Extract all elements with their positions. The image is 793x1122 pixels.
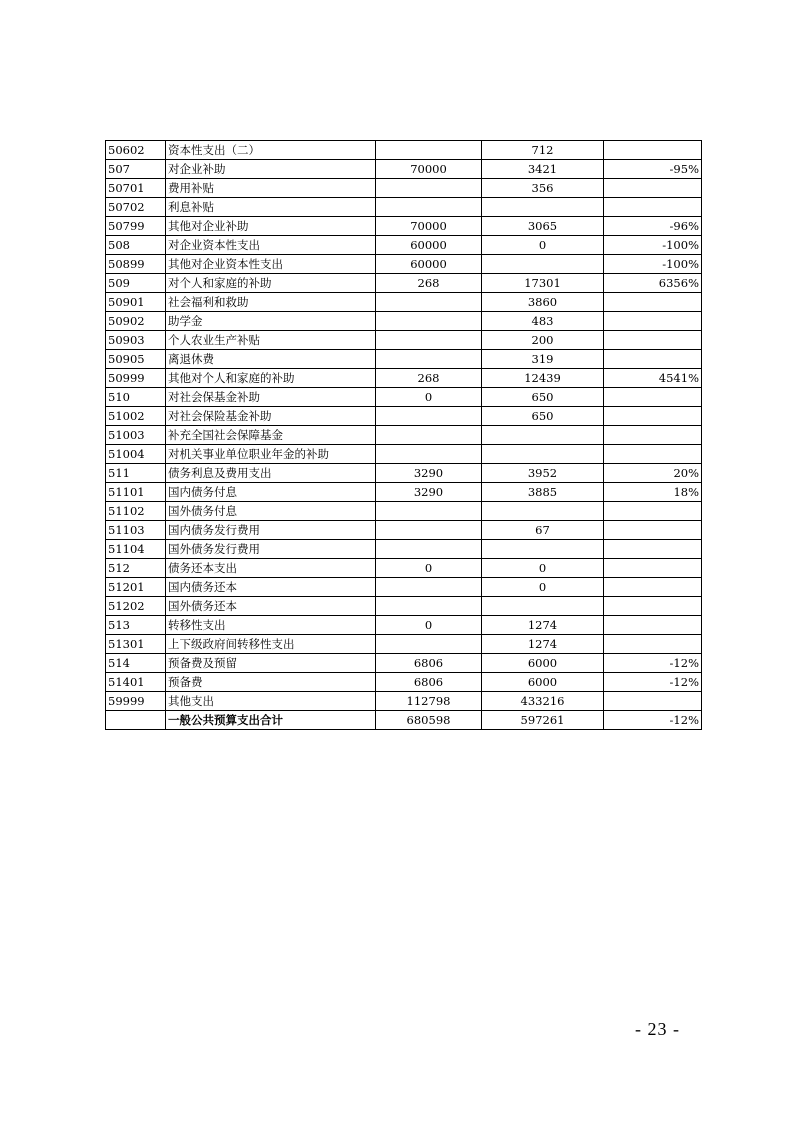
change-percent-cell: 20% bbox=[604, 464, 702, 483]
change-percent-cell bbox=[604, 597, 702, 616]
prior-year-value-cell bbox=[376, 350, 482, 369]
table-row bbox=[106, 293, 702, 312]
table-body bbox=[106, 141, 702, 730]
account-name-cell: 债务还本支出 bbox=[166, 559, 376, 578]
account-name-cell: 一般公共预算支出合计 bbox=[166, 711, 376, 730]
account-name-cell: 其他对企业补助 bbox=[166, 217, 376, 236]
prior-year-value-cell: 268 bbox=[376, 274, 482, 293]
prior-year-value-cell: 0 bbox=[376, 559, 482, 578]
table-row bbox=[106, 369, 702, 388]
current-year-value-cell: 650 bbox=[482, 388, 604, 407]
prior-year-value-cell bbox=[376, 521, 482, 540]
account-name-cell: 离退休费 bbox=[166, 350, 376, 369]
account-name-cell: 社会福利和救助 bbox=[166, 293, 376, 312]
account-code-cell: 51401 bbox=[106, 673, 166, 692]
change-percent-cell: -12% bbox=[604, 711, 702, 730]
total-row bbox=[106, 711, 702, 730]
prior-year-value-cell: 3290 bbox=[376, 483, 482, 502]
current-year-value-cell bbox=[482, 597, 604, 616]
prior-year-value-cell bbox=[376, 502, 482, 521]
change-percent-cell bbox=[604, 578, 702, 597]
prior-year-value-cell bbox=[376, 635, 482, 654]
table-row bbox=[106, 673, 702, 692]
table-row bbox=[106, 331, 702, 350]
table-row bbox=[106, 236, 702, 255]
change-percent-cell bbox=[604, 445, 702, 464]
account-code-cell: 50899 bbox=[106, 255, 166, 274]
account-name-cell: 对机关事业单位职业年金的补助 bbox=[166, 445, 376, 464]
account-name-cell: 国外债务发行费用 bbox=[166, 540, 376, 559]
change-percent-cell: -12% bbox=[604, 654, 702, 673]
prior-year-value-cell: 3290 bbox=[376, 464, 482, 483]
account-name-cell: 国外债务还本 bbox=[166, 597, 376, 616]
current-year-value-cell bbox=[482, 255, 604, 274]
table-row bbox=[106, 445, 702, 464]
account-code-cell: 50701 bbox=[106, 179, 166, 198]
current-year-value-cell bbox=[482, 540, 604, 559]
account-name-cell: 国内债务还本 bbox=[166, 578, 376, 597]
change-percent-cell bbox=[604, 692, 702, 711]
current-year-value-cell: 0 bbox=[482, 578, 604, 597]
change-percent-cell: -100% bbox=[604, 236, 702, 255]
change-percent-cell bbox=[604, 293, 702, 312]
account-code-cell: 59999 bbox=[106, 692, 166, 711]
account-code-cell: 50905 bbox=[106, 350, 166, 369]
change-percent-cell bbox=[604, 540, 702, 559]
current-year-value-cell: 650 bbox=[482, 407, 604, 426]
prior-year-value-cell: 6806 bbox=[376, 673, 482, 692]
account-code-cell: 507 bbox=[106, 160, 166, 179]
change-percent-cell bbox=[604, 616, 702, 635]
current-year-value-cell: 356 bbox=[482, 179, 604, 198]
account-name-cell: 助学金 bbox=[166, 312, 376, 331]
current-year-value-cell: 67 bbox=[482, 521, 604, 540]
account-code-cell: 509 bbox=[106, 274, 166, 293]
prior-year-value-cell bbox=[376, 293, 482, 312]
change-percent-cell bbox=[604, 388, 702, 407]
account-name-cell: 利息补贴 bbox=[166, 198, 376, 217]
current-year-value-cell: 0 bbox=[482, 236, 604, 255]
current-year-value-cell bbox=[482, 426, 604, 445]
account-name-cell: 转移性支出 bbox=[166, 616, 376, 635]
change-percent-cell bbox=[604, 635, 702, 654]
change-percent-cell bbox=[604, 521, 702, 540]
account-code-cell: 50702 bbox=[106, 198, 166, 217]
change-percent-cell bbox=[604, 312, 702, 331]
current-year-value-cell: 3421 bbox=[482, 160, 604, 179]
table-row bbox=[106, 597, 702, 616]
account-code-cell: 51104 bbox=[106, 540, 166, 559]
account-code-cell: 508 bbox=[106, 236, 166, 255]
table-row bbox=[106, 407, 702, 426]
current-year-value-cell: 483 bbox=[482, 312, 604, 331]
account-name-cell: 上下级政府间转移性支出 bbox=[166, 635, 376, 654]
prior-year-value-cell bbox=[376, 198, 482, 217]
account-code-cell: 511 bbox=[106, 464, 166, 483]
prior-year-value-cell: 0 bbox=[376, 388, 482, 407]
current-year-value-cell: 3952 bbox=[482, 464, 604, 483]
change-percent-cell: -100% bbox=[604, 255, 702, 274]
table-row bbox=[106, 635, 702, 654]
current-year-value-cell: 200 bbox=[482, 331, 604, 350]
budget-expenditure-table bbox=[105, 140, 702, 730]
account-name-cell: 预备费 bbox=[166, 673, 376, 692]
account-code-cell: 51004 bbox=[106, 445, 166, 464]
current-year-value-cell: 17301 bbox=[482, 274, 604, 293]
account-code-cell: 51202 bbox=[106, 597, 166, 616]
table-row bbox=[106, 540, 702, 559]
account-name-cell: 对社会保基金补助 bbox=[166, 388, 376, 407]
change-percent-cell bbox=[604, 331, 702, 350]
account-code-cell: 51003 bbox=[106, 426, 166, 445]
current-year-value-cell: 712 bbox=[482, 141, 604, 160]
account-name-cell: 资本性支出（二） bbox=[166, 141, 376, 160]
account-code-cell: 51101 bbox=[106, 483, 166, 502]
account-name-cell: 对企业资本性支出 bbox=[166, 236, 376, 255]
table-row bbox=[106, 692, 702, 711]
account-code-cell: 50999 bbox=[106, 369, 166, 388]
prior-year-value-cell: 6806 bbox=[376, 654, 482, 673]
account-code-cell: 51103 bbox=[106, 521, 166, 540]
account-code-cell: 50902 bbox=[106, 312, 166, 331]
account-name-cell: 费用补贴 bbox=[166, 179, 376, 198]
table-row bbox=[106, 654, 702, 673]
table-row bbox=[106, 483, 702, 502]
page-number: - 23 - bbox=[635, 1019, 680, 1039]
table-row bbox=[106, 578, 702, 597]
account-code-cell: 514 bbox=[106, 654, 166, 673]
prior-year-value-cell bbox=[376, 578, 482, 597]
table-row bbox=[106, 464, 702, 483]
current-year-value-cell bbox=[482, 445, 604, 464]
current-year-value-cell: 1274 bbox=[482, 616, 604, 635]
change-percent-cell bbox=[604, 426, 702, 445]
account-name-cell: 国外债务付息 bbox=[166, 502, 376, 521]
account-name-cell: 其他对企业资本性支出 bbox=[166, 255, 376, 274]
account-name-cell: 个人农业生产补贴 bbox=[166, 331, 376, 350]
account-code-cell: 51201 bbox=[106, 578, 166, 597]
change-percent-cell: -95% bbox=[604, 160, 702, 179]
prior-year-value-cell bbox=[376, 407, 482, 426]
prior-year-value-cell bbox=[376, 331, 482, 350]
current-year-value-cell: 1274 bbox=[482, 635, 604, 654]
current-year-value-cell: 3860 bbox=[482, 293, 604, 312]
change-percent-cell: 6356% bbox=[604, 274, 702, 293]
table-row bbox=[106, 217, 702, 236]
account-name-cell: 补充全国社会保障基金 bbox=[166, 426, 376, 445]
account-code-cell: 50901 bbox=[106, 293, 166, 312]
current-year-value-cell: 0 bbox=[482, 559, 604, 578]
change-percent-cell bbox=[604, 407, 702, 426]
table-row bbox=[106, 312, 702, 331]
prior-year-value-cell bbox=[376, 179, 482, 198]
account-name-cell: 其他对个人和家庭的补助 bbox=[166, 369, 376, 388]
account-code-cell: 50799 bbox=[106, 217, 166, 236]
current-year-value-cell: 433216 bbox=[482, 692, 604, 711]
account-name-cell: 对社会保险基金补助 bbox=[166, 407, 376, 426]
change-percent-cell: 18% bbox=[604, 483, 702, 502]
account-name-cell: 对个人和家庭的补助 bbox=[166, 274, 376, 293]
prior-year-value-cell: 0 bbox=[376, 616, 482, 635]
account-code-cell: 513 bbox=[106, 616, 166, 635]
prior-year-value-cell bbox=[376, 597, 482, 616]
change-percent-cell: -96% bbox=[604, 217, 702, 236]
account-code-cell: 51002 bbox=[106, 407, 166, 426]
current-year-value-cell: 6000 bbox=[482, 654, 604, 673]
table-row bbox=[106, 502, 702, 521]
change-percent-cell: 4541% bbox=[604, 369, 702, 388]
prior-year-value-cell bbox=[376, 426, 482, 445]
account-code-cell: 50602 bbox=[106, 141, 166, 160]
current-year-value-cell: 597261 bbox=[482, 711, 604, 730]
change-percent-cell bbox=[604, 559, 702, 578]
current-year-value-cell: 319 bbox=[482, 350, 604, 369]
table-row bbox=[106, 616, 702, 635]
prior-year-value-cell bbox=[376, 312, 482, 331]
change-percent-cell bbox=[604, 502, 702, 521]
account-name-cell: 债务利息及费用支出 bbox=[166, 464, 376, 483]
current-year-value-cell: 3885 bbox=[482, 483, 604, 502]
change-percent-cell: -12% bbox=[604, 673, 702, 692]
account-code-cell bbox=[106, 711, 166, 730]
change-percent-cell bbox=[604, 141, 702, 160]
account-name-cell: 预备费及预留 bbox=[166, 654, 376, 673]
account-name-cell: 国内债务付息 bbox=[166, 483, 376, 502]
account-code-cell: 50903 bbox=[106, 331, 166, 350]
current-year-value-cell bbox=[482, 198, 604, 217]
account-code-cell: 512 bbox=[106, 559, 166, 578]
account-name-cell: 对企业补助 bbox=[166, 160, 376, 179]
table-row bbox=[106, 141, 702, 160]
table-row bbox=[106, 179, 702, 198]
prior-year-value-cell: 268 bbox=[376, 369, 482, 388]
table-row bbox=[106, 388, 702, 407]
prior-year-value-cell bbox=[376, 141, 482, 160]
account-name-cell: 其他支出 bbox=[166, 692, 376, 711]
current-year-value-cell: 3065 bbox=[482, 217, 604, 236]
prior-year-value-cell bbox=[376, 445, 482, 464]
current-year-value-cell bbox=[482, 502, 604, 521]
prior-year-value-cell: 60000 bbox=[376, 255, 482, 274]
table-row bbox=[106, 559, 702, 578]
prior-year-value-cell: 70000 bbox=[376, 160, 482, 179]
table-row bbox=[106, 198, 702, 217]
account-name-cell: 国内债务发行费用 bbox=[166, 521, 376, 540]
table-row bbox=[106, 160, 702, 179]
current-year-value-cell: 12439 bbox=[482, 369, 604, 388]
prior-year-value-cell: 680598 bbox=[376, 711, 482, 730]
table-row bbox=[106, 426, 702, 445]
prior-year-value-cell: 60000 bbox=[376, 236, 482, 255]
prior-year-value-cell: 112798 bbox=[376, 692, 482, 711]
table-row bbox=[106, 255, 702, 274]
table-row bbox=[106, 521, 702, 540]
change-percent-cell bbox=[604, 179, 702, 198]
change-percent-cell bbox=[604, 198, 702, 217]
account-code-cell: 51301 bbox=[106, 635, 166, 654]
prior-year-value-cell: 70000 bbox=[376, 217, 482, 236]
current-year-value-cell: 6000 bbox=[482, 673, 604, 692]
account-code-cell: 51102 bbox=[106, 502, 166, 521]
table-row bbox=[106, 350, 702, 369]
account-code-cell: 510 bbox=[106, 388, 166, 407]
table-row bbox=[106, 274, 702, 293]
change-percent-cell bbox=[604, 350, 702, 369]
prior-year-value-cell bbox=[376, 540, 482, 559]
